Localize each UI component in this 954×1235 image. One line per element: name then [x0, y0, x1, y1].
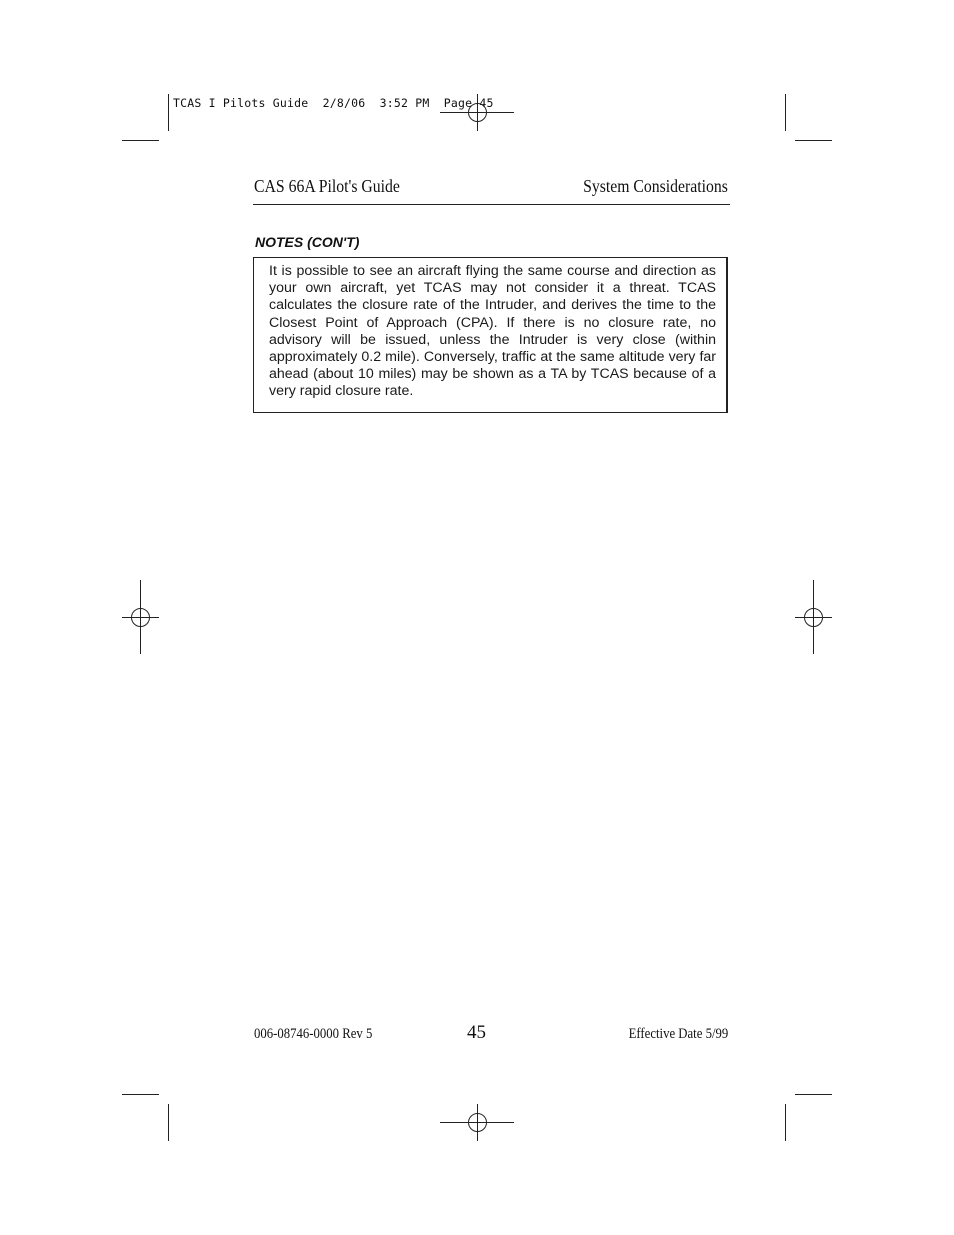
registration-mark-bottom [440, 1104, 514, 1141]
footer-page-number: 45 [467, 1022, 486, 1043]
header-section-title: System Considerations [583, 176, 728, 196]
header-rule [253, 204, 730, 205]
note-body-text: It is possible to see an aircraft flying the same course and direction as your own aircraft, yet TCAS may not consider it a threat. TCAS calculates the closure rate of the Intruder, and derives the time to the Closest Point of Approach (CPA). If there is no closure rate, no advisory will be issued, unless the Intruder is very close (within approximately 0.2 mile). Conversely, traffic at the same altitude very far ahead (about 10 miles) may be shown as a TA by TCAS because of a very rapid closure rate. [269, 263, 716, 400]
note-box [253, 257, 728, 413]
footer-effective-date: Effective Date 5/99 [628, 1026, 728, 1042]
registration-mark-right [795, 580, 832, 654]
print-slug: TCAS I Pilots Guide 2/8/06 3:52 PM Page 45 [173, 96, 494, 110]
registration-mark-left [122, 580, 159, 654]
notes-heading: NOTES (CON'T) [255, 234, 360, 250]
header-guide-title: CAS 66A Pilot's Guide [254, 176, 400, 196]
footer-document-number: 006-08746-0000 Rev 5 [254, 1026, 373, 1042]
